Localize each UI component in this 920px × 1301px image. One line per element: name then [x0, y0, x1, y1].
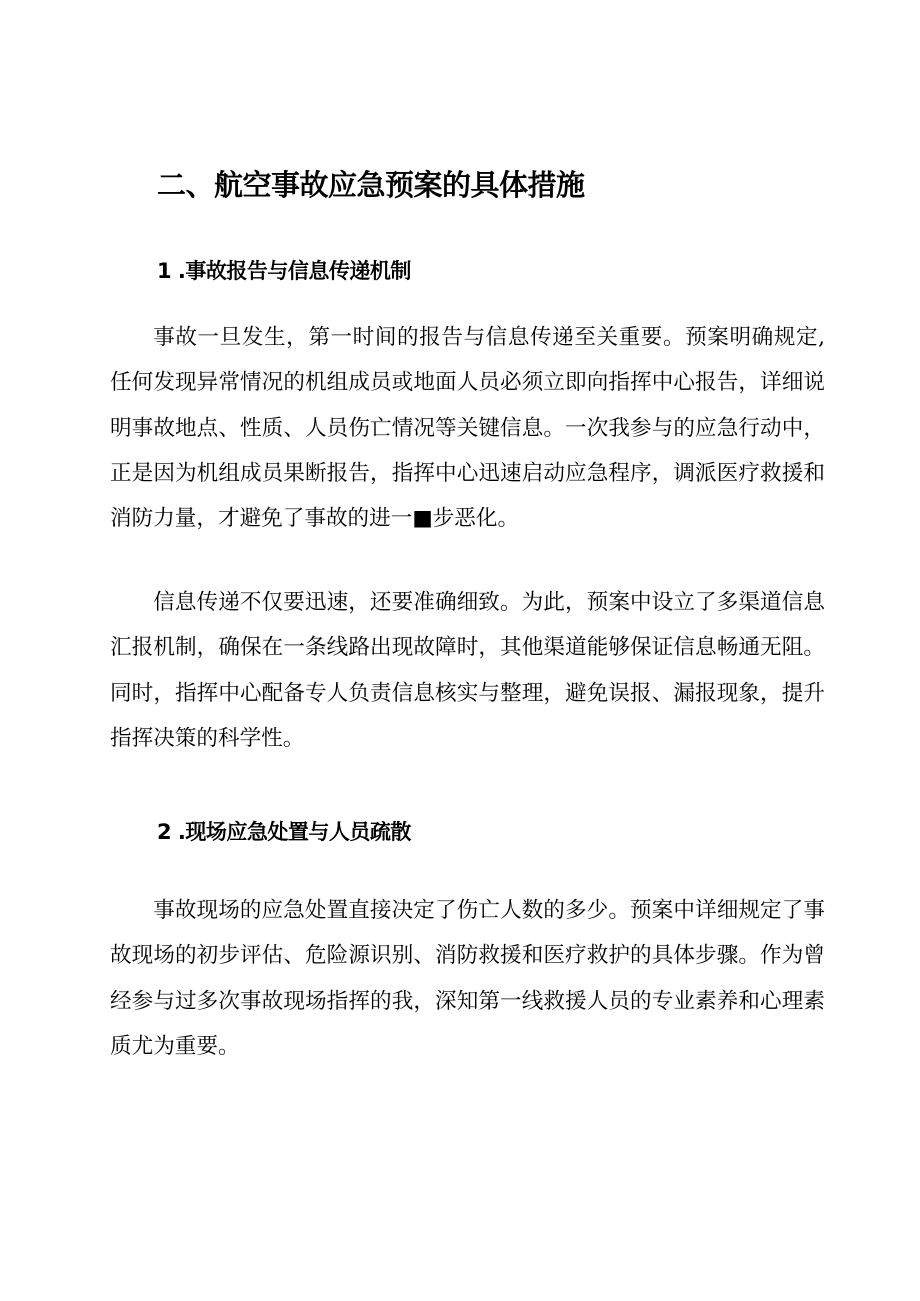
- paragraph: 事故现场的应急处置直接决定了伤亡人数的多少。预案中详细规定了事故现场的初步评估、危险源识别、消防救援和医疗救护的具体步骤。作为曾经参与过多次事故现场指挥的我，深知第一线救援人员的专业素养和心理素质尤为重要。: [110, 898, 825, 1059]
- section-title: 二、航空事故应急预案的具体措施: [157, 168, 585, 202]
- paragraph: 事故一旦发生，第一时间的报告与信息传递至关重要。预案明确规定,任何发现异常情况的机组成员或地面人员必须立即向指挥中心报告，详细说明事故地点、性质、人员伤亡情况等关键信息。一次我参与的应急行动中，正是因为机组成员果断报告，指挥中心迅速启动应急程序，调派医疗救援和消防力量，才避免了事故的进一■步恶化。: [110, 325, 825, 532]
- subsection-title: 2 .现场应急处置与人员疏散: [157, 820, 411, 844]
- subsection-title: 1 .事故报告与信息传递机制: [157, 259, 411, 283]
- paragraph: 信息传递不仅要迅速，还要准确细致。为此，预案中设立了多渠道信息汇报机制，确保在一条线路出现故障时，其他渠道能够保证信息畅通无阻。同时，指挥中心配备专人负责信息核实与整理，避免误报、漏报现象，提升指挥决策的科学性。: [110, 590, 825, 751]
